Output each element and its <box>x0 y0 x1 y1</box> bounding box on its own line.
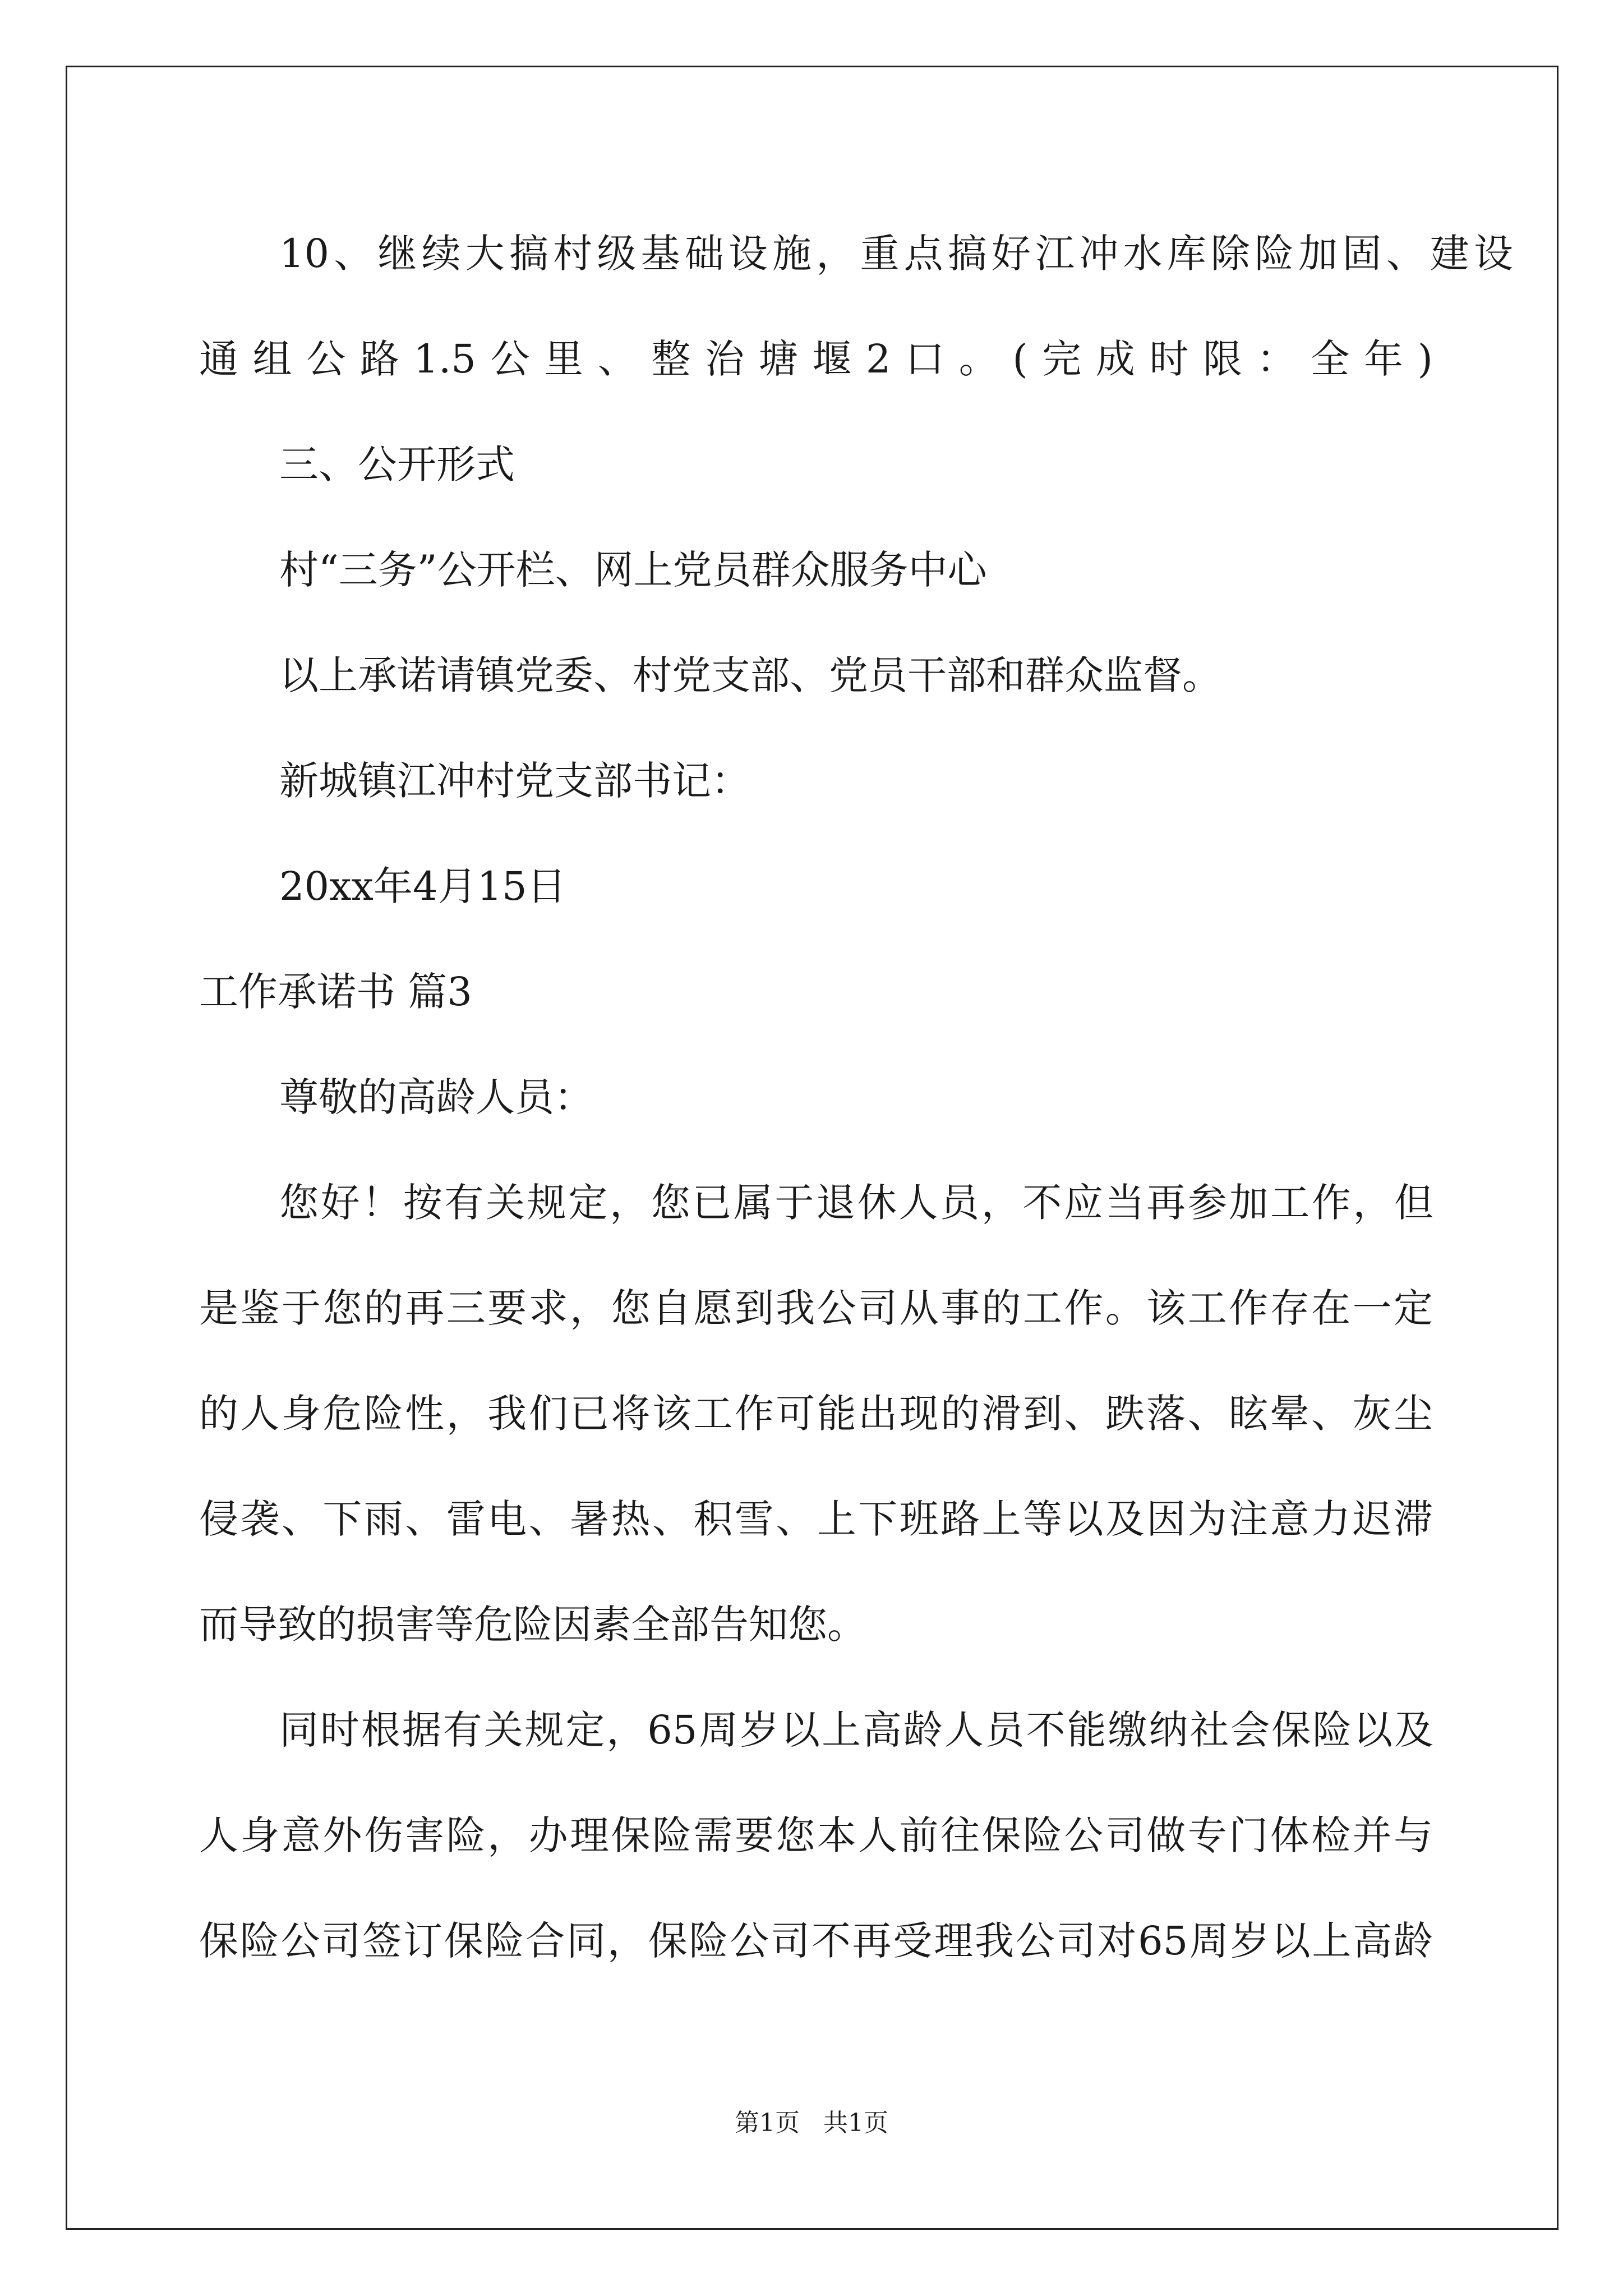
paragraph-line: 的人身危险性，我们已将该工作可能出现的滑到、跌落、眩晕、灰尘 <box>199 1391 1433 1437</box>
paragraph-line: 同时根据有关规定，65周岁以上高龄人员不能缴纳社会保险以及 <box>279 1707 1433 1753</box>
paragraph-line: 10、继续大搞村级基础设施，重点搞好江冲水库除险加固、建设 <box>279 231 1513 277</box>
paragraph-line: 而导致的损害等危险因素全部告知您。 <box>199 1602 866 1648</box>
paragraph-line: 侵袭、下雨、雷电、暑热、积雪、上下班路上等以及因为注意力迟滞 <box>199 1496 1433 1542</box>
date-line: 20xx年4月15日 <box>279 863 566 909</box>
paragraph-line: 保险公司签订保险合同，保险公司不再受理我公司对65周岁以上高龄 <box>199 1918 1433 1964</box>
paragraph-line: 以上承诺请镇党委、村党支部、党员干部和群众监督。 <box>279 652 1221 698</box>
paragraph-line: 人身意外伤害险，办理保险需要您本人前往保险公司做专门体检并与 <box>199 1812 1433 1858</box>
page-footer: 第1页 共1页 <box>735 2109 888 2137</box>
article-title: 工作承诺书 篇3 <box>199 969 472 1015</box>
paragraph-line: 您好！按有关规定，您已属于退休人员，不应当再参加工作，但 <box>279 1180 1433 1226</box>
paragraph-line: 是鉴于您的再三要求，您自愿到我公司从事的工作。该工作存在一定 <box>199 1285 1433 1331</box>
signature-line: 新城镇江冲村党支部书记： <box>279 758 750 804</box>
paragraph-line: 通组公路1.5公里、整治塘堰2口。(完成时限：全年) <box>199 336 1433 382</box>
salutation: 尊敬的高龄人员： <box>279 1074 593 1120</box>
section-heading: 三、公开形式 <box>279 441 515 487</box>
paragraph-line: 村“三务”公开栏、网上党员群众服务中心 <box>279 547 987 593</box>
page-border <box>66 66 1559 2230</box>
